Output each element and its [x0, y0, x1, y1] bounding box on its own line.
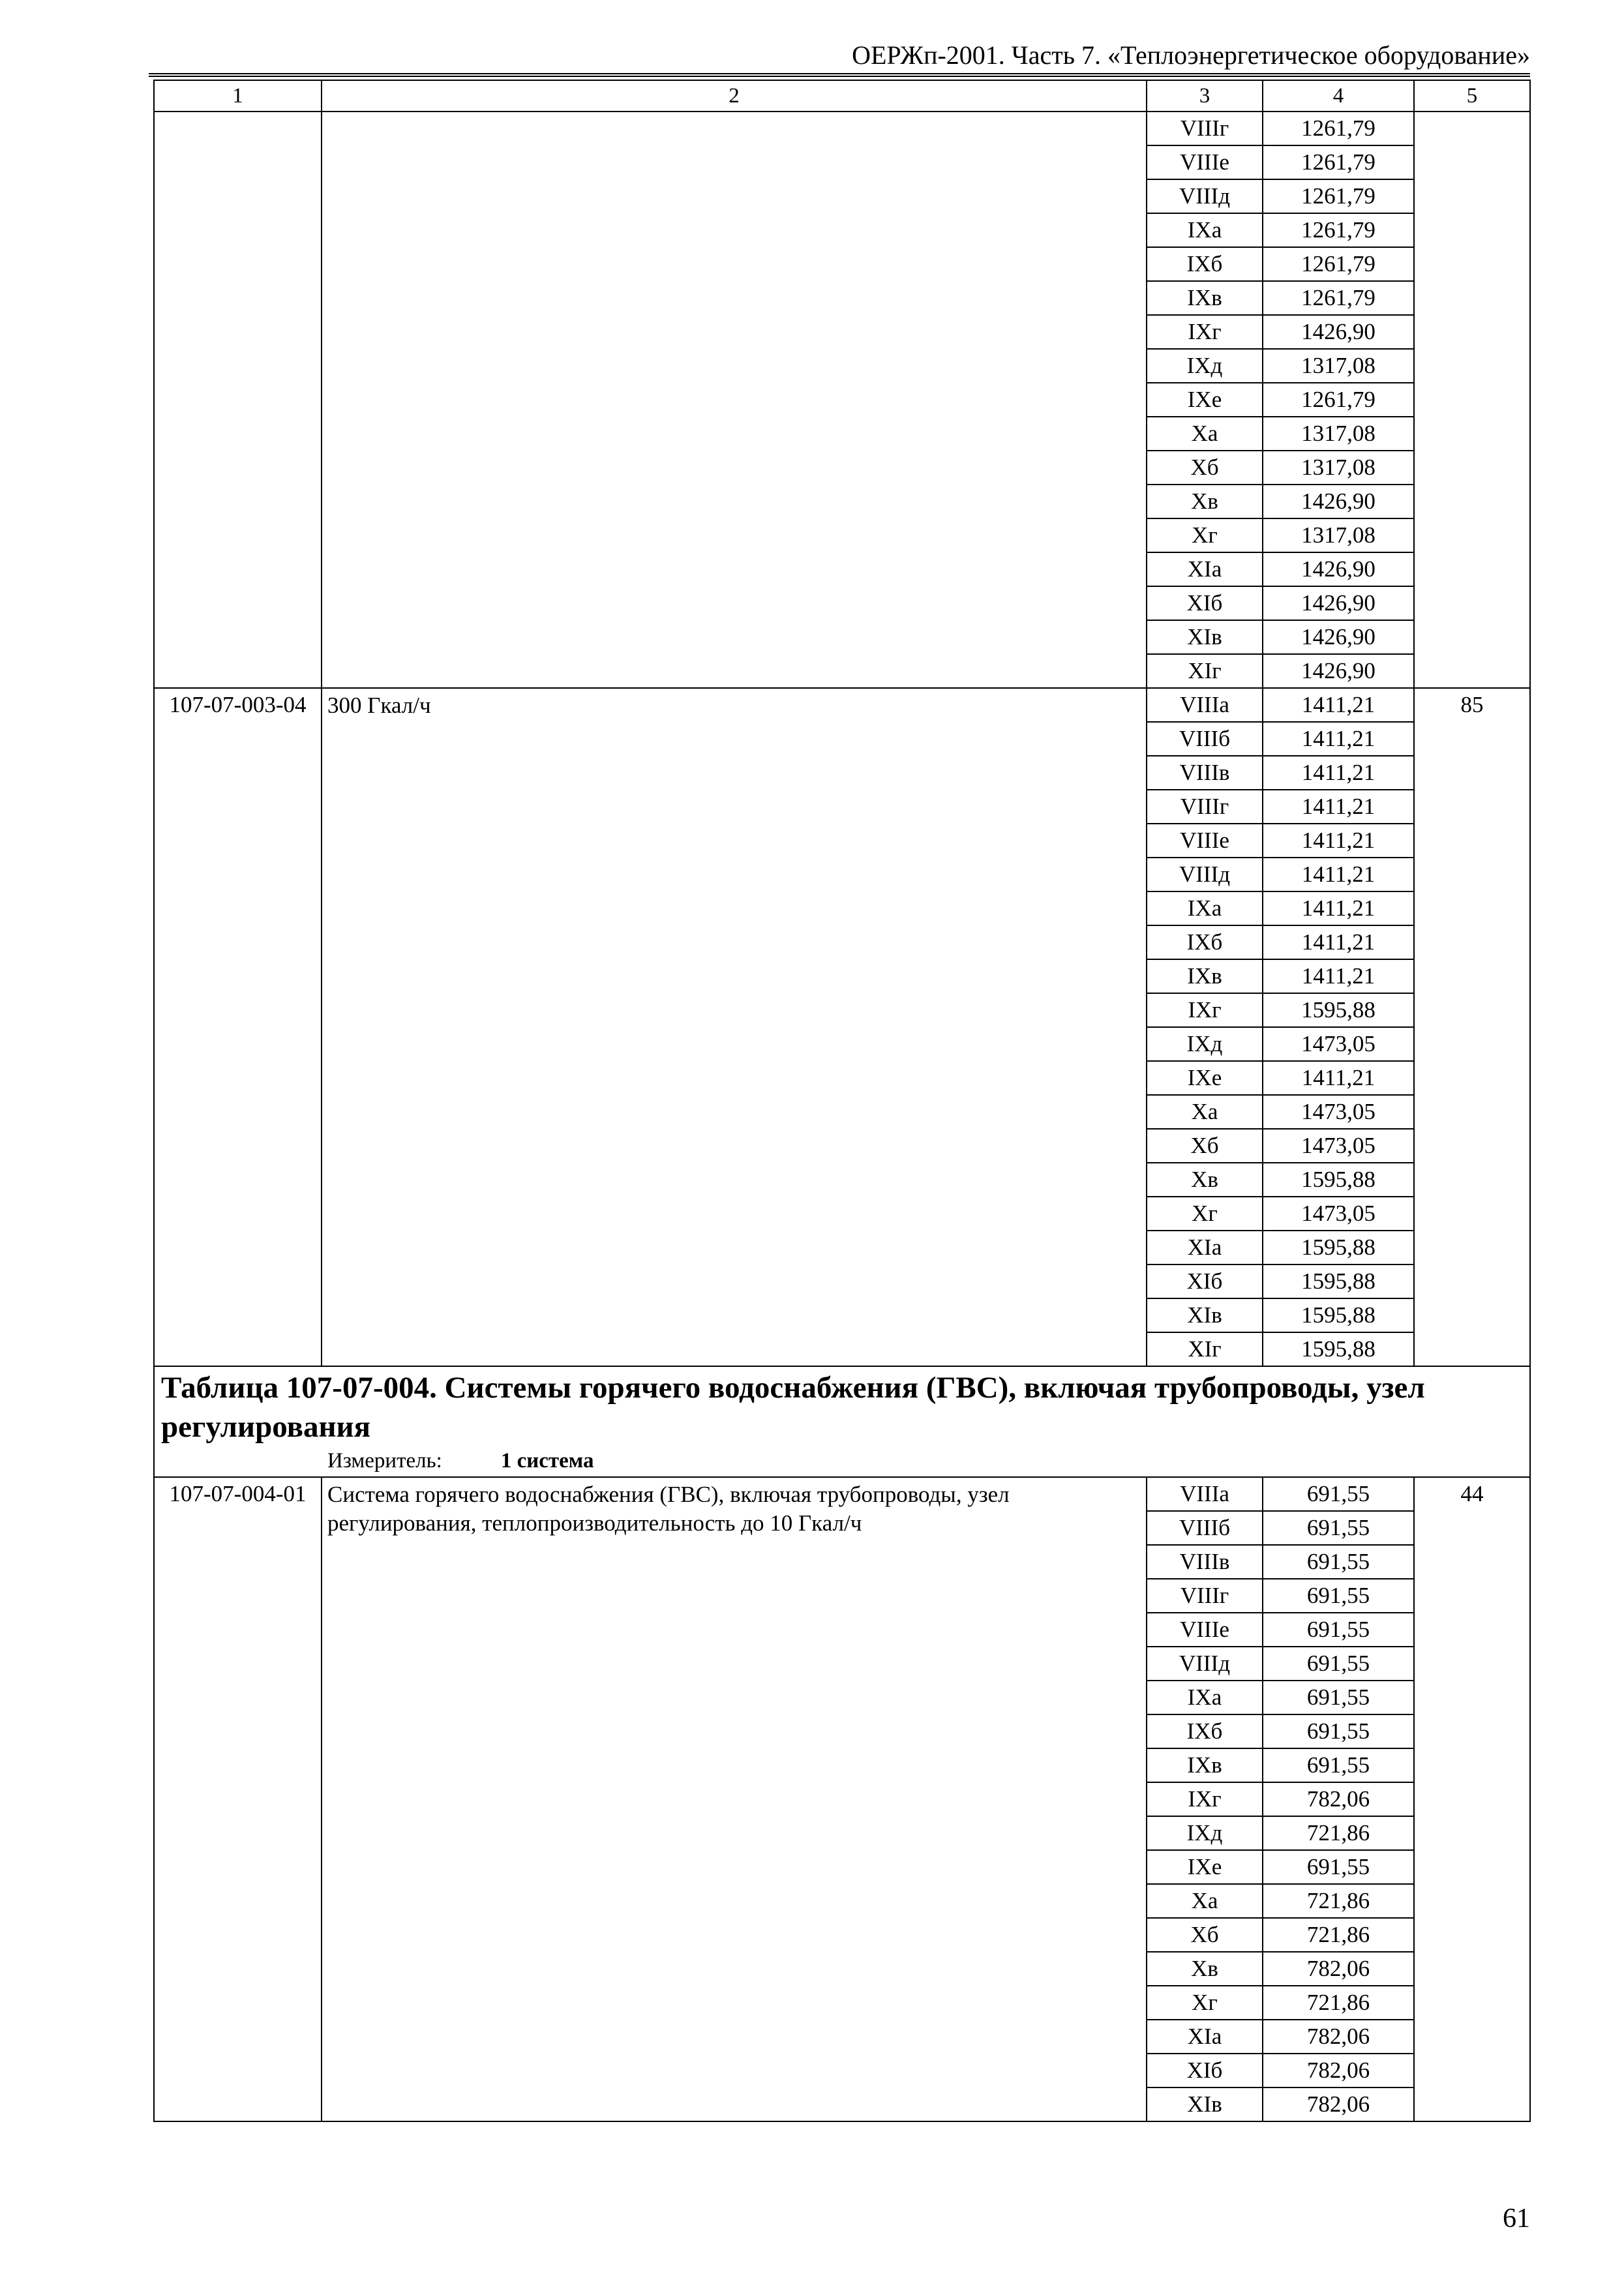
- zone-cell: VIIIд: [1147, 1647, 1263, 1681]
- zone-cell: IXб: [1147, 925, 1263, 959]
- price-cell: 1261,79: [1263, 179, 1414, 213]
- column-number-2: 2: [322, 80, 1147, 112]
- zone-cell: VIIIе: [1147, 824, 1263, 858]
- zone-cell: IXд: [1147, 349, 1263, 383]
- zone-cell: Xа: [1147, 1884, 1263, 1918]
- header-rule: [149, 73, 1530, 77]
- price-cell: 1473,05: [1263, 1129, 1414, 1163]
- zone-cell: Xв: [1147, 1163, 1263, 1197]
- item-name-cell: [322, 1477, 1147, 2121]
- price-cell: 1317,08: [1263, 518, 1414, 552]
- zone-cell: VIIIд: [1147, 858, 1263, 891]
- price-cell: 1411,21: [1263, 891, 1414, 925]
- price-cell: 691,55: [1263, 1748, 1414, 1782]
- zone-cell: IXб: [1147, 247, 1263, 281]
- zone-cell: Xа: [1147, 1095, 1263, 1129]
- item-coefficient: [1414, 112, 1530, 688]
- zone-cell: IXа: [1147, 213, 1263, 247]
- zone-cell: IXг: [1147, 1782, 1263, 1816]
- price-cell: 782,06: [1263, 2054, 1414, 2087]
- price-cell: 1595,88: [1263, 1163, 1414, 1197]
- zone-cell: VIIIе: [1147, 1613, 1263, 1647]
- zone-cell: XIб: [1147, 586, 1263, 620]
- price-cell: 1426,90: [1263, 620, 1414, 654]
- price-cell: 1595,88: [1263, 1332, 1414, 1366]
- zone-cell: Xб: [1147, 451, 1263, 485]
- price-cell: 1261,79: [1263, 145, 1414, 179]
- zone-cell: Xг: [1147, 1197, 1263, 1231]
- price-cell: 1426,90: [1263, 485, 1414, 518]
- price-cell: 1317,08: [1263, 349, 1414, 383]
- price-cell: 1261,79: [1263, 247, 1414, 281]
- zone-cell: VIIIб: [1147, 722, 1263, 756]
- zone-cell: IXа: [1147, 891, 1263, 925]
- price-cell: 691,55: [1263, 1545, 1414, 1579]
- price-cell: 691,55: [1263, 1613, 1414, 1647]
- zone-cell: IXе: [1147, 1061, 1263, 1095]
- zone-cell: Xа: [1147, 417, 1263, 451]
- price-cell: 1411,21: [1263, 722, 1414, 756]
- price-cell: 782,06: [1263, 1952, 1414, 1986]
- price-cell: 1595,88: [1263, 993, 1414, 1027]
- zone-cell: XIа: [1147, 552, 1263, 586]
- price-cell: 1595,88: [1263, 1231, 1414, 1264]
- zone-cell: VIIIв: [1147, 756, 1263, 790]
- price-cell: 721,86: [1263, 1884, 1414, 1918]
- price-cell: 1261,79: [1263, 383, 1414, 417]
- item-coefficient: 85: [1414, 688, 1530, 1366]
- price-cell: 721,86: [1263, 1986, 1414, 2020]
- table-row: [154, 112, 1530, 145]
- column-number-4: 4: [1263, 80, 1414, 112]
- price-cell: 721,86: [1263, 1816, 1414, 1850]
- zone-cell: IXд: [1147, 1816, 1263, 1850]
- price-cell: 691,55: [1263, 1714, 1414, 1748]
- price-cell: 782,06: [1263, 2087, 1414, 2121]
- section-title: Таблица 107-07-004. Системы горячего водоснабжения (ГВС), включая трубопроводы, узел регулирования: [161, 1371, 1425, 1444]
- zone-cell: VIIIд: [1147, 179, 1263, 213]
- zone-cell: XIа: [1147, 1231, 1263, 1264]
- zone-cell: Xб: [1147, 1129, 1263, 1163]
- column-number-row: [154, 80, 1530, 112]
- section-header-cell: [154, 1366, 1530, 1477]
- zone-cell: VIIIа: [1147, 1477, 1263, 1511]
- price-cell: 691,55: [1263, 1681, 1414, 1714]
- price-cell: 1411,21: [1263, 858, 1414, 891]
- zone-cell: VIIIе: [1147, 145, 1263, 179]
- price-cell: 1426,90: [1263, 552, 1414, 586]
- price-cell: 1261,79: [1263, 281, 1414, 315]
- price-cell: 1411,21: [1263, 1061, 1414, 1095]
- price-cell: 1411,21: [1263, 790, 1414, 824]
- meter-label: Измеритель:: [327, 1449, 442, 1473]
- zone-cell: IXг: [1147, 315, 1263, 349]
- zone-cell: XIв: [1147, 2087, 1263, 2121]
- zone-cell: VIIIг: [1147, 112, 1263, 145]
- price-cell: 1411,21: [1263, 925, 1414, 959]
- price-cell: 1411,21: [1263, 688, 1414, 722]
- zone-cell: Xв: [1147, 485, 1263, 518]
- zone-cell: IXг: [1147, 993, 1263, 1027]
- price-cell: 1411,21: [1263, 959, 1414, 993]
- zone-cell: IXв: [1147, 959, 1263, 993]
- item-coefficient: 44: [1414, 1477, 1530, 2121]
- item-name: 300 Гкал/ч: [327, 693, 431, 718]
- zone-cell: IXд: [1147, 1027, 1263, 1061]
- price-cell: 1261,79: [1263, 112, 1414, 145]
- section-meter: [161, 1446, 1523, 1476]
- price-cell: 782,06: [1263, 2020, 1414, 2054]
- table-row: [154, 688, 1530, 722]
- zone-cell: VIIIв: [1147, 1545, 1263, 1579]
- price-cell: 691,55: [1263, 1647, 1414, 1681]
- price-cell: 1473,05: [1263, 1027, 1414, 1061]
- item-name: Система горячего водоснабжения (ГВС), включая трубопроводы, узел регулирования, теплопроизводительность до 10 Гкал/ч: [327, 1482, 1010, 1536]
- table-body: [154, 112, 1530, 2121]
- zone-cell: VIIIб: [1147, 1511, 1263, 1545]
- zone-cell: XIв: [1147, 620, 1263, 654]
- item-code: 107-07-003-04: [154, 688, 322, 1366]
- zone-cell: IXв: [1147, 281, 1263, 315]
- zone-cell: IXа: [1147, 1681, 1263, 1714]
- zone-cell: VIIIг: [1147, 1579, 1263, 1613]
- table-row: [154, 1477, 1530, 1511]
- price-cell: 1411,21: [1263, 824, 1414, 858]
- item-code: [154, 112, 322, 688]
- price-cell: 691,55: [1263, 1477, 1414, 1511]
- item-name-cell: [322, 112, 1147, 688]
- zone-cell: IXв: [1147, 1748, 1263, 1782]
- price-cell: 691,55: [1263, 1511, 1414, 1545]
- zone-cell: XIг: [1147, 654, 1263, 688]
- price-table: [153, 80, 1531, 2122]
- zone-cell: IXе: [1147, 383, 1263, 417]
- price-cell: 1426,90: [1263, 586, 1414, 620]
- price-cell: 782,06: [1263, 1782, 1414, 1816]
- section-header-row: [154, 1366, 1530, 1477]
- zone-cell: IXб: [1147, 1714, 1263, 1748]
- price-cell: 1426,90: [1263, 654, 1414, 688]
- zone-cell: XIв: [1147, 1298, 1263, 1332]
- zone-cell: Xг: [1147, 1986, 1263, 2020]
- price-cell: 1261,79: [1263, 213, 1414, 247]
- zone-cell: XIб: [1147, 2054, 1263, 2087]
- price-cell: 1317,08: [1263, 451, 1414, 485]
- zone-cell: VIIIг: [1147, 790, 1263, 824]
- column-number-5: 5: [1414, 80, 1530, 112]
- document-header: ОЕРЖп-2001. Часть 7. «Теплоэнергетическое оборудование»: [852, 40, 1530, 70]
- price-cell: 1317,08: [1263, 417, 1414, 451]
- zone-cell: IXе: [1147, 1850, 1263, 1884]
- column-number-1: 1: [154, 80, 322, 112]
- zone-cell: VIIIа: [1147, 688, 1263, 722]
- price-cell: 721,86: [1263, 1918, 1414, 1952]
- item-name-cell: [322, 688, 1147, 1366]
- zone-cell: XIг: [1147, 1332, 1263, 1366]
- meter-value: 1 система: [500, 1449, 594, 1473]
- zone-cell: XIа: [1147, 2020, 1263, 2054]
- price-cell: 1411,21: [1263, 756, 1414, 790]
- item-code: 107-07-004-01: [154, 1477, 322, 2121]
- price-cell: 1473,05: [1263, 1197, 1414, 1231]
- price-cell: 1595,88: [1263, 1264, 1414, 1298]
- price-cell: 1473,05: [1263, 1095, 1414, 1129]
- column-number-3: 3: [1147, 80, 1263, 112]
- item-name: [327, 112, 1146, 115]
- zone-cell: Xб: [1147, 1918, 1263, 1952]
- zone-cell: Xг: [1147, 518, 1263, 552]
- page-number: 61: [1503, 2204, 1530, 2234]
- zone-cell: XIб: [1147, 1264, 1263, 1298]
- price-cell: 691,55: [1263, 1850, 1414, 1884]
- price-cell: 1426,90: [1263, 315, 1414, 349]
- price-cell: 691,55: [1263, 1579, 1414, 1613]
- zone-cell: Xв: [1147, 1952, 1263, 1986]
- price-cell: 1595,88: [1263, 1298, 1414, 1332]
